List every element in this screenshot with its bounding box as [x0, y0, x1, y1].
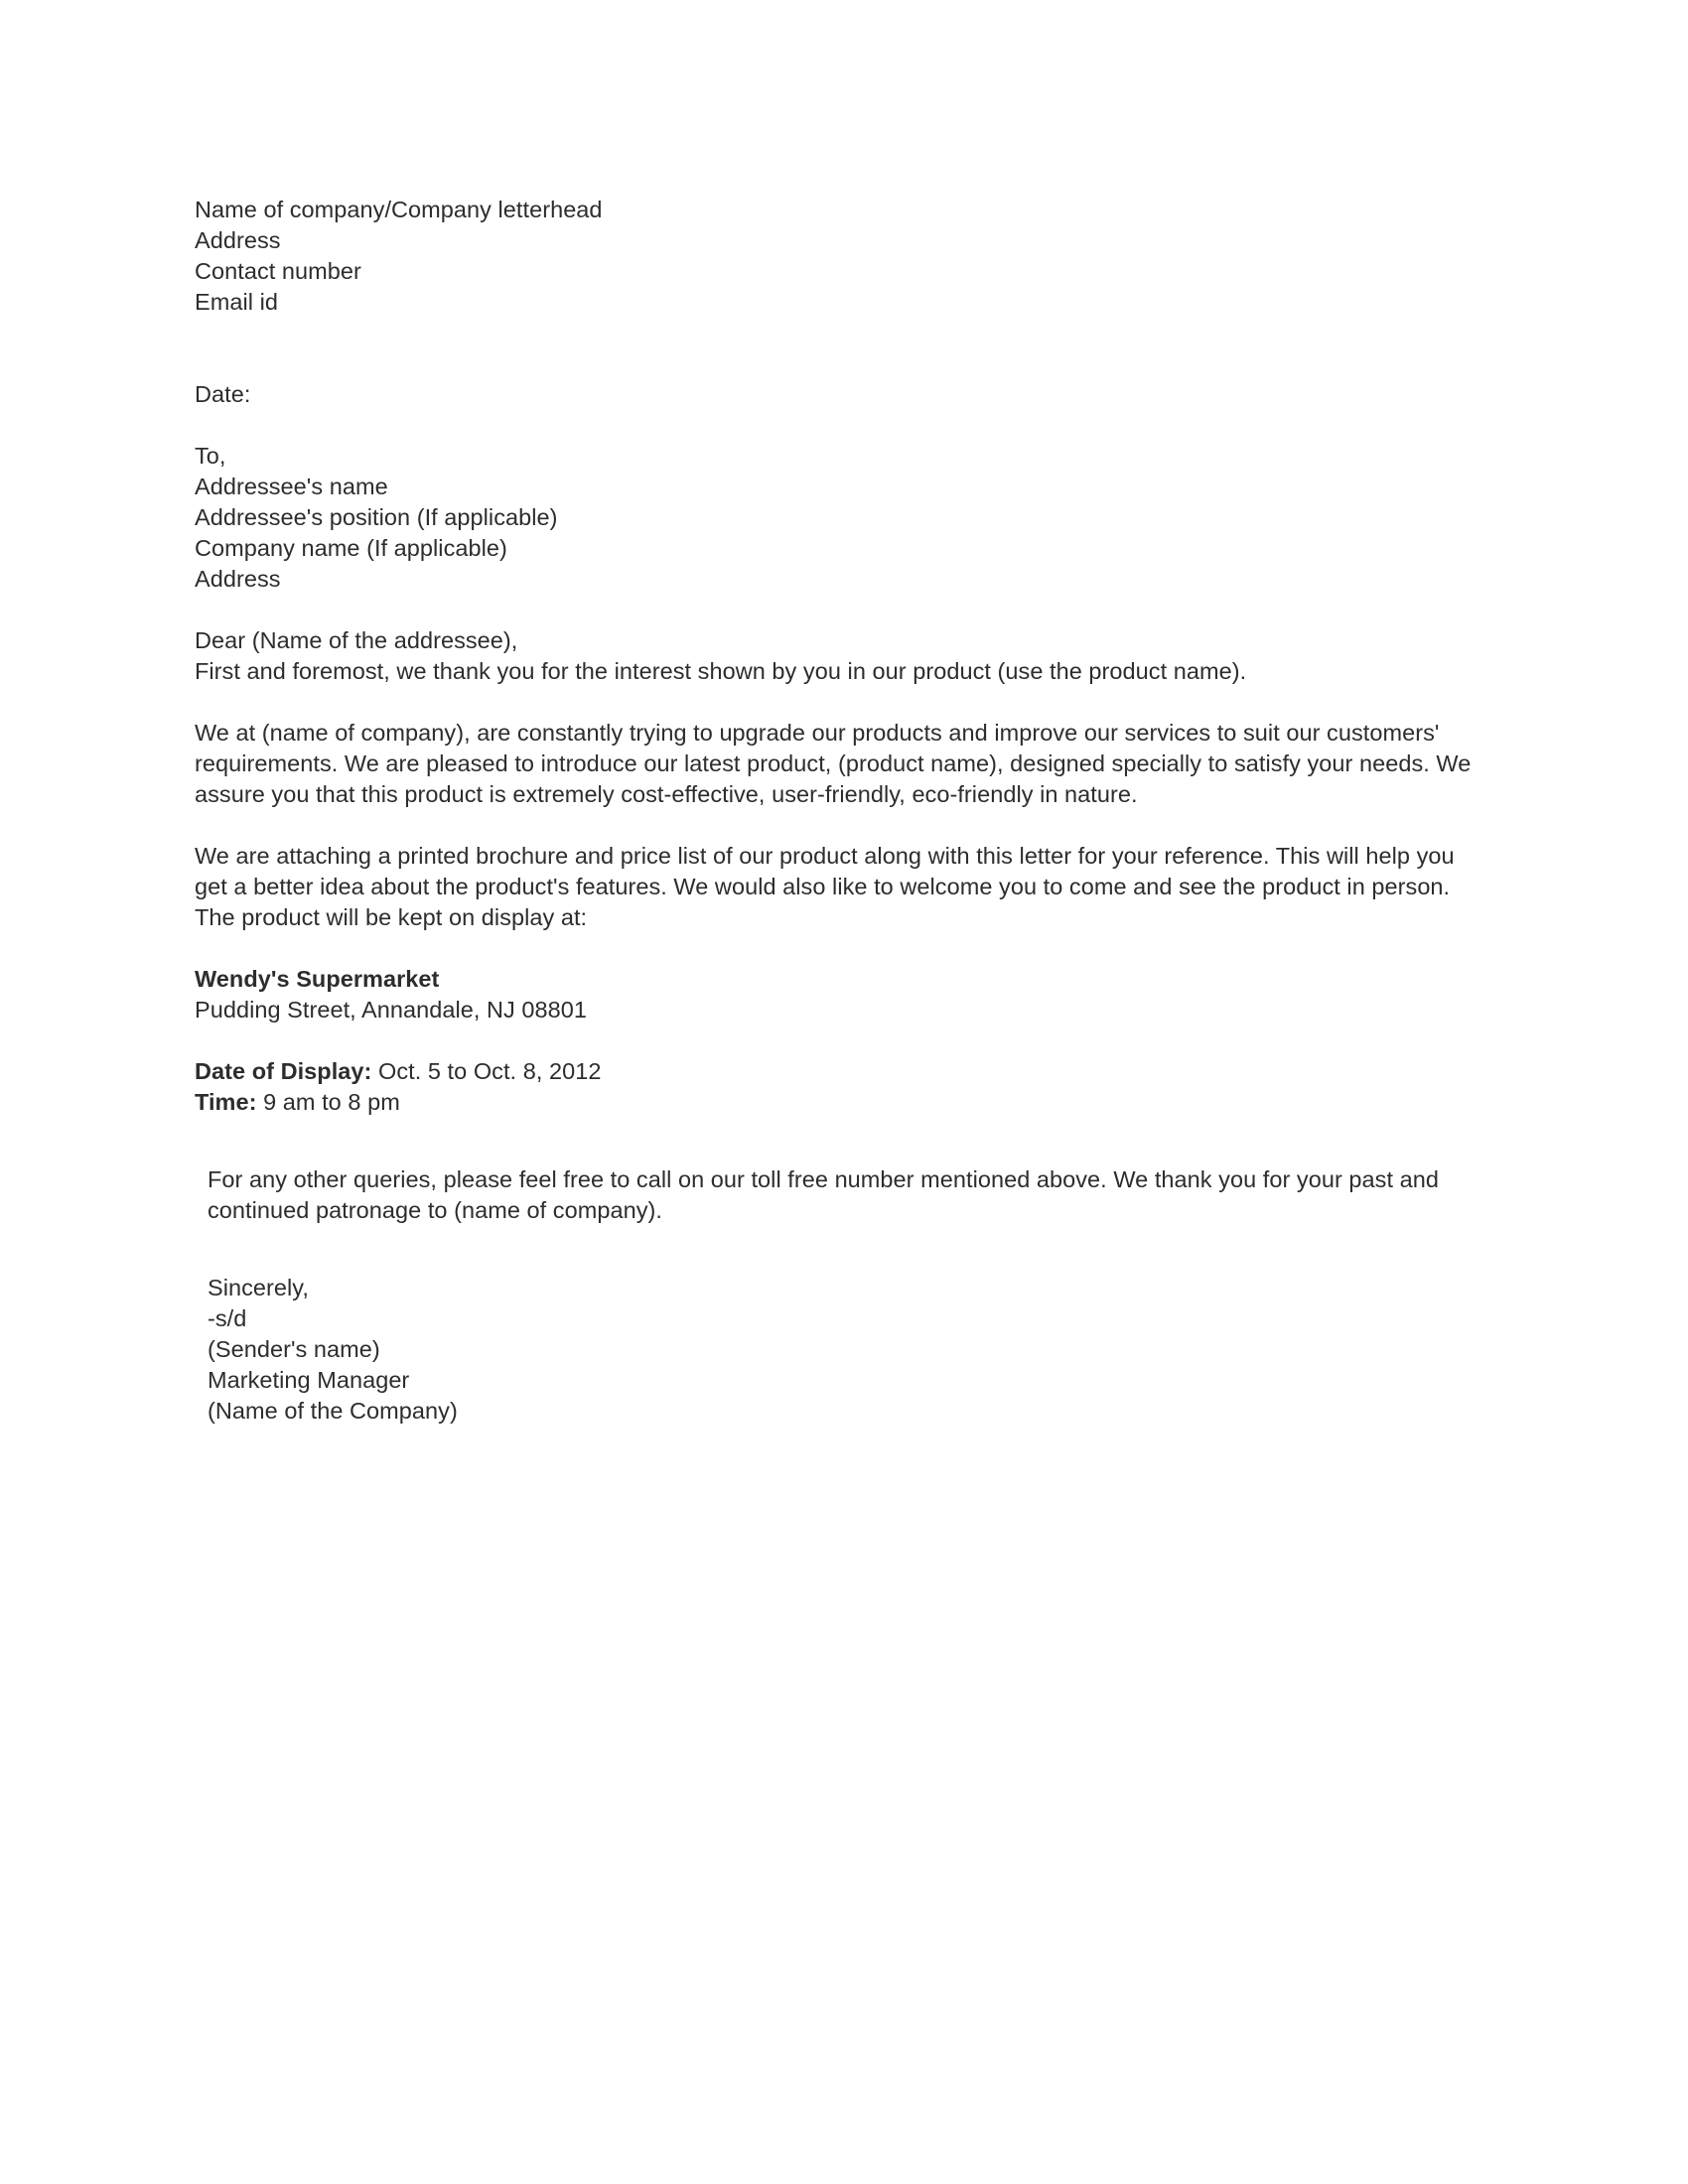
display-date-line [195, 1056, 1485, 1087]
spacer-before-closing-extra [195, 1149, 1485, 1164]
spacer-before-closing [195, 1118, 1485, 1149]
recipient-address-line: Address [195, 566, 281, 592]
spacer-before-signature-extra [195, 1257, 1485, 1273]
venue-block [195, 964, 1485, 1025]
recipient-to-line: To, [195, 443, 226, 469]
display-time-label: Time: [195, 1089, 257, 1115]
letterhead-email-line: Email id [195, 289, 278, 315]
display-date-value: Oct. 5 to Oct. 8, 2012 [371, 1058, 602, 1084]
letterhead-contact-line: Contact number [195, 258, 361, 284]
venue-address: Pudding Street, Annandale, NJ 08801 [195, 997, 588, 1023]
closing-paragraph-block [195, 1164, 1485, 1226]
letterhead-address-line: Address [195, 227, 281, 253]
display-details-block [195, 1056, 1485, 1118]
recipient-block [195, 441, 1485, 595]
spacer-after-letterhead [195, 318, 1485, 379]
signature-sender-name: (Sender's name) [208, 1336, 380, 1362]
spacer-after-date [195, 410, 1485, 441]
recipient-name-line: Addressee's name [195, 474, 388, 499]
letterhead-block [195, 195, 1485, 318]
body-paragraph-2-text: We are attaching a printed brochure and price list of our product along with this letter for your reference. This will help you get a better idea about the product's features. We would also like to welcome you to come and see the product in person. The product will be kept on display at: [195, 843, 1455, 930]
letterhead-company-line: Name of company/Company letterhead [195, 197, 603, 222]
date-block [195, 379, 1485, 410]
date-label: Date: [195, 381, 251, 407]
signature-title: Marketing Manager [208, 1367, 410, 1393]
recipient-position-line: Addressee's position (If applicable) [195, 504, 558, 530]
spacer-before-display-details [195, 1025, 1485, 1056]
spacer-before-signature [195, 1226, 1485, 1257]
letter-body [195, 195, 1485, 1427]
signature-sd-mark: -s/d [208, 1305, 247, 1331]
signature-company: (Name of the Company) [208, 1398, 458, 1424]
display-time-value: 9 am to 8 pm [256, 1089, 400, 1115]
recipient-company-line: Company name (If applicable) [195, 535, 507, 561]
opening-line: First and foremost, we thank you for the interest shown by you in our product (use the product name). [195, 658, 1247, 684]
salutation-block [195, 625, 1485, 687]
display-time-line [195, 1087, 1485, 1118]
venue-name: Wendy's Supermarket [195, 966, 440, 992]
spacer-before-paragraph-1 [195, 687, 1485, 718]
spacer-before-paragraph-2 [195, 810, 1485, 841]
body-paragraph-2 [195, 841, 1485, 933]
spacer-before-salutation [195, 595, 1485, 625]
display-date-label: Date of Display: [195, 1058, 372, 1084]
body-paragraph-1 [195, 718, 1485, 810]
signature-block [195, 1273, 1485, 1427]
spacer-before-venue [195, 933, 1485, 964]
body-paragraph-1-text: We at (name of company), are constantly trying to upgrade our products and improve our services to suit our customers' requirements. We are pleased to introduce our latest product, (product name), designed specially to satisfy your needs. We assure you that this product is extremely cost-effective, user-friendly, eco-friendly in nature. [195, 720, 1472, 807]
signature-sincerely: Sincerely, [208, 1275, 309, 1300]
closing-paragraph-text: For any other queries, please feel free to call on our toll free number mentioned above. We thank you for your past and continued patronage to (name of company). [208, 1166, 1439, 1223]
salutation: Dear (Name of the addressee), [195, 627, 518, 653]
